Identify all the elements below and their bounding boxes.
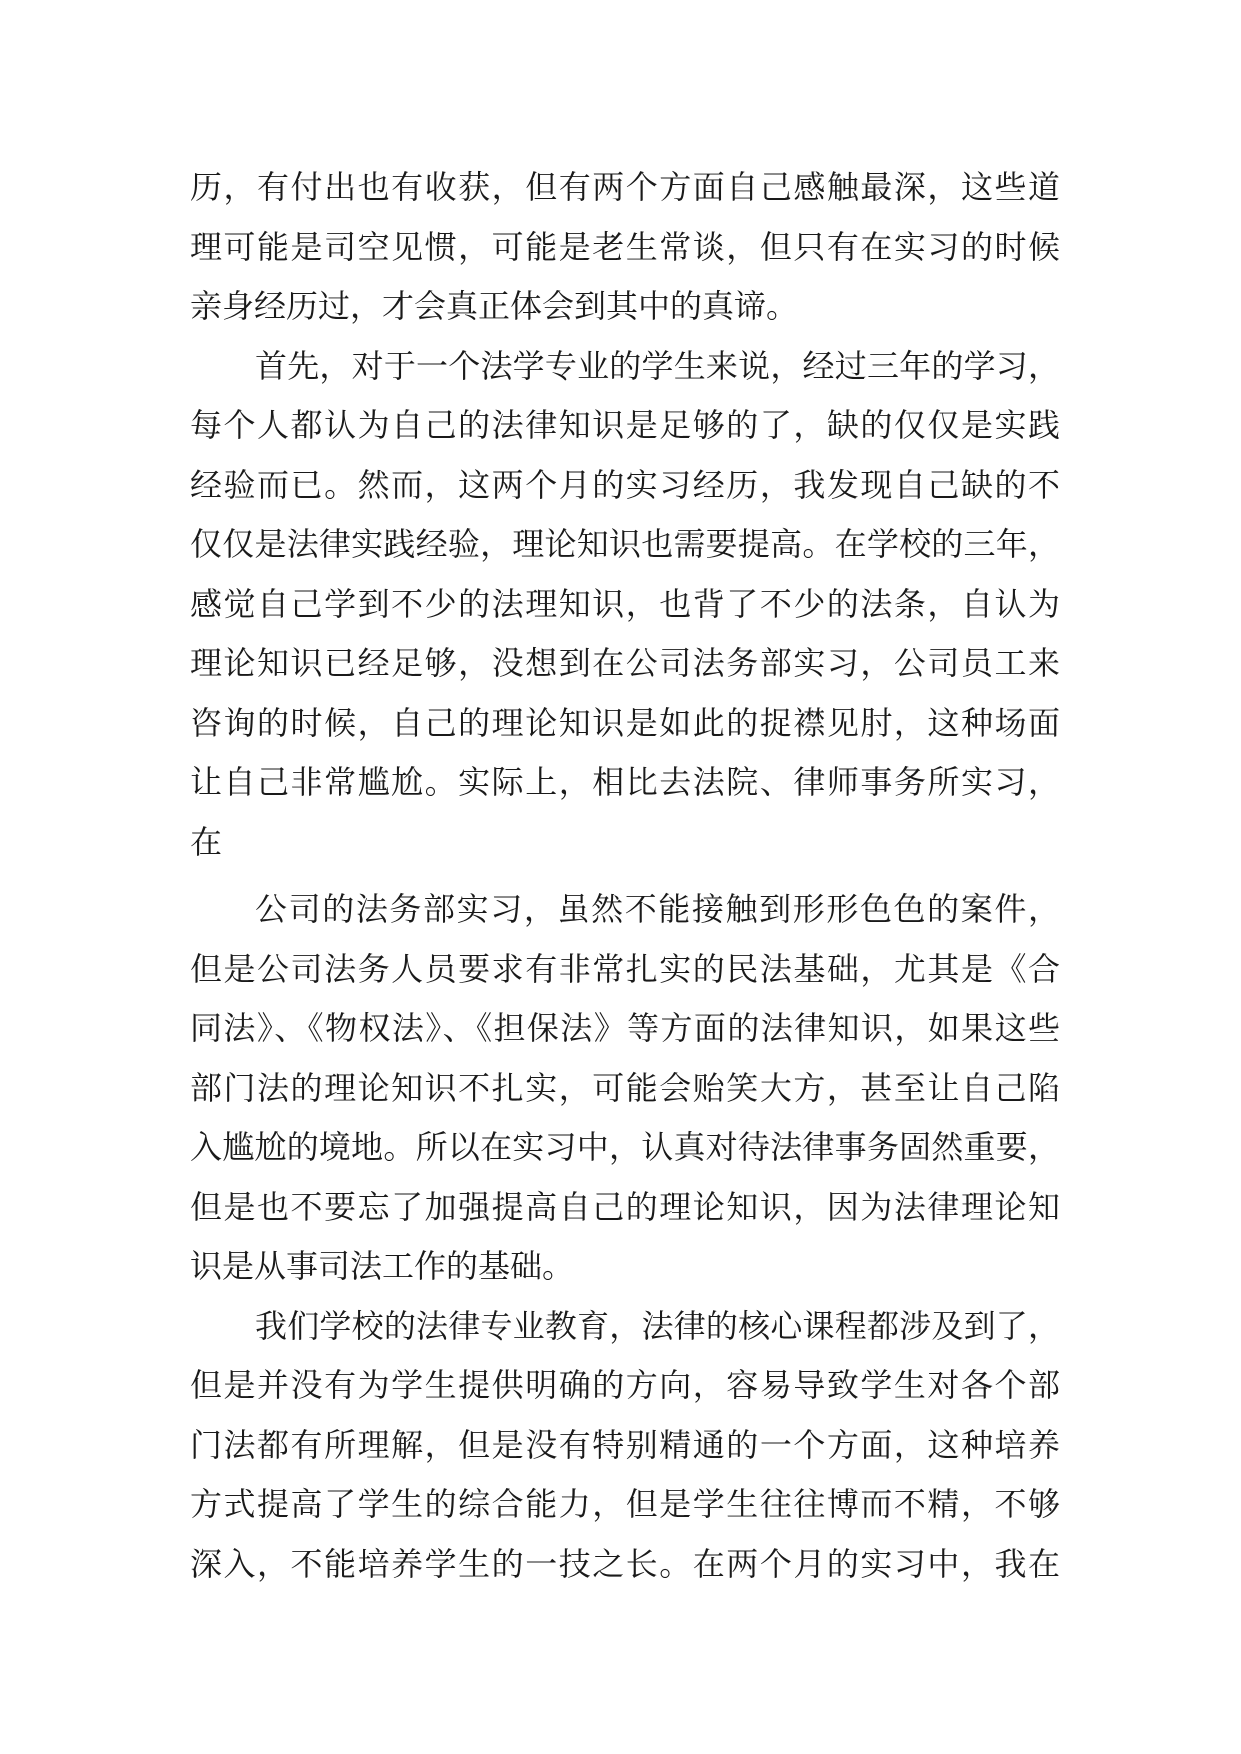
text-line: 但是公司法务人员要求有非常扎实的民法基础，尤其是《合 <box>190 949 1060 988</box>
text-line: 但是并没有为学生提供明确的方向，容易导致学生对各个部 <box>190 1366 1060 1404</box>
text-line: 感觉自己学到不少的法理知识，也背了不少的法条，自认为 <box>190 584 1060 623</box>
text-line: 深入，不能培养学生的一技之长。在两个月的实习中，我在 <box>190 1544 1060 1583</box>
paragraph-4 <box>190 1297 1060 1595</box>
text-line: 每个人都认为自己的法律知识是足够的了，缺的仅仅是实践 <box>190 406 1060 444</box>
text-line: 但是也不要忘了加强提高自己的理论知识，因为法律理论知 <box>190 1187 1060 1226</box>
text-line: 理可能是司空见惯，可能是老生常谈，但只有在实习的时候 <box>190 227 1060 266</box>
text-line: 部门法的理论知识不扎实，可能会贻笑大方，甚至让自己陷 <box>190 1068 1060 1107</box>
text-line: 同法》、《物权法》、《担保法》等方面的法律知识，如果这些 <box>190 1009 1060 1047</box>
text-line: 历，有付出也有收获，但有两个方面自己感触最深，这些道 <box>190 168 1060 206</box>
paragraph-spacer <box>190 872 1060 880</box>
text-line: 我们学校的法律专业教育，法律的核心课程都涉及到了， <box>255 1306 1060 1345</box>
text-line: 识是从事司法工作的基础。 <box>190 1247 575 1285</box>
text-line: 公司的法务部实习，虽然不能接触到形形色色的案件， <box>255 890 1060 928</box>
text-line: 方式提高了学生的综合能力，但是学生往往博而不精，不够 <box>190 1485 1060 1523</box>
text-line: 入尴尬的境地。所以在实习中，认真对待法律事务固然重要， <box>190 1128 1060 1166</box>
paragraph-1 <box>190 158 1060 337</box>
text-line: 亲身经历过，才会真正体会到其中的真谛。 <box>190 287 799 325</box>
text-line: 咨询的时候，自己的理论知识是如此的捉襟见肘，这种场面 <box>190 703 1060 742</box>
paragraph-2 <box>190 337 1060 873</box>
document-body <box>190 158 1060 1594</box>
text-line: 首先，对于一个法学专业的学生来说，经过三年的学习， <box>255 346 1060 385</box>
text-line: 让自己非常尴尬。实际上，相比去法院、律师事务所实习， <box>190 763 1060 801</box>
text-line: 理论知识已经足够，没想到在公司法务部实习，公司员工来 <box>190 644 1060 682</box>
text-line: 在 <box>190 822 223 861</box>
text-line: 仅仅是法律实践经验，理论知识也需要提高。在学校的三年， <box>190 525 1060 563</box>
text-line: 门法都有所理解，但是没有特别精通的一个方面，这种培养 <box>190 1425 1060 1464</box>
paragraph-3 <box>190 880 1060 1297</box>
text-line: 经验而已。然而，这两个月的实习经历，我发现自己缺的不 <box>190 465 1060 504</box>
